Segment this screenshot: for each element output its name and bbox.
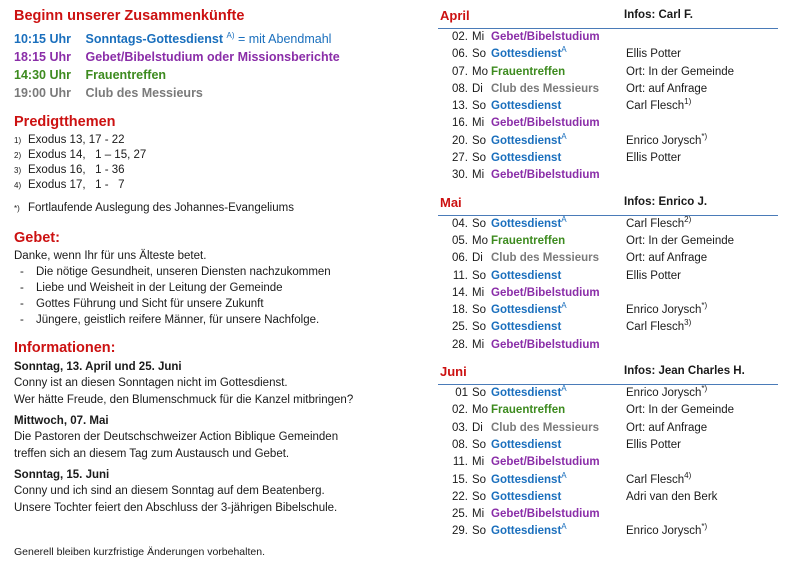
meetings-section (14, 8, 404, 102)
info-block-line: Unsere Tochter feiert den Abschluss der 3-jährigen Bibelschule. (14, 501, 338, 514)
event-info (626, 214, 692, 230)
sermon-text: Exodus 16, 1 - 36 (28, 164, 125, 176)
event-info-footnote: 4) (684, 470, 692, 480)
schedule-time: 19:00 Uhr (14, 86, 71, 100)
month-name: Juni (440, 364, 467, 380)
event-name (491, 235, 565, 247)
month-header (438, 195, 778, 216)
event-name (491, 169, 600, 181)
event-date: 06. (452, 48, 468, 61)
event-name-text: Club des Messieurs (491, 252, 600, 265)
sermon-item (14, 148, 404, 163)
event-info-footnote: *) (701, 522, 708, 532)
event-row (438, 420, 778, 437)
event-info-text: Ellis Potter (626, 48, 681, 61)
event-date: 04. (452, 217, 468, 230)
event-info (626, 470, 692, 486)
event-name (491, 117, 600, 129)
event-info (626, 48, 681, 60)
event-row (438, 150, 778, 167)
event-name (491, 404, 565, 416)
event-day: So (472, 321, 487, 334)
event-date: 05. (452, 234, 468, 247)
event-day: Mi (472, 338, 485, 351)
sermon-note (14, 201, 404, 216)
info-block-head: Mittwoch, 07. Mai (14, 415, 109, 427)
event-name-text: Gottesdienst (491, 525, 562, 538)
event-name-text: Gottesdienst (491, 473, 562, 486)
event-date: 08. (452, 438, 468, 451)
event-info-text: Ort: In der Gemeinde (626, 65, 735, 78)
event-info (626, 404, 734, 416)
event-name-text: Gottesdienst (491, 152, 562, 165)
event-date: 07. (452, 65, 468, 78)
event-day: Mi (472, 286, 485, 299)
event-day: Mi (472, 169, 485, 182)
sermon-text: Exodus 13, 17 - 22 (28, 134, 125, 146)
info-block-head: Sonntag, 13. April und 25. Juni (14, 361, 182, 373)
event-info-footnote: 1) (684, 97, 692, 107)
event-name-text: Gebet/Bibelstudium (491, 31, 600, 43)
event-name-text: Frauentreffen (491, 404, 566, 417)
communion-marker: A (561, 45, 567, 55)
sermon-item (14, 163, 404, 178)
event-info (626, 491, 717, 503)
event-info (626, 235, 734, 247)
event-date: 13. (452, 100, 468, 113)
event-name (491, 384, 567, 400)
event-name-text: Club des Messieurs (491, 421, 600, 434)
event-date: 27. (452, 152, 468, 165)
event-row (438, 81, 778, 98)
event-row (438, 46, 778, 63)
event-name (491, 31, 600, 43)
event-date: 20. (452, 134, 468, 147)
event-name-text: Gottesdienst (491, 304, 562, 317)
schedule-row-women (14, 66, 404, 84)
event-info-footnote: 2) (684, 214, 692, 224)
event-name-text: Gottesdienst (491, 269, 562, 282)
sermon-num: 2) (14, 151, 22, 160)
event-date: 06. (452, 252, 468, 265)
event-row (438, 454, 778, 471)
event-row (438, 285, 778, 302)
month-contact: Infos: Carl F. (624, 9, 694, 21)
month-name: Mai (440, 194, 462, 210)
communion-marker: A (561, 214, 567, 224)
month-block-0 (438, 8, 778, 185)
event-info-text: Carl Flesch (626, 473, 685, 486)
sermon-note-num: *) (14, 204, 20, 213)
schedule-row-prayer (14, 48, 404, 66)
event-name (491, 252, 599, 264)
sermon-item (14, 133, 404, 148)
event-name-text: Gottesdienst (491, 100, 562, 113)
event-date: 03. (452, 421, 468, 434)
event-info-footnote: 3) (684, 318, 692, 328)
info-block-line: Wer hätte Freude, den Blumenschmuck für die Kanzel mitbringen? (14, 393, 354, 406)
event-day: Di (472, 252, 483, 265)
info-section (14, 340, 404, 516)
event-info (626, 270, 681, 282)
sermon-note-text: Fortlaufende Auslegung des Johannes-Evangeliums (28, 202, 294, 214)
event-info-text: Carl Flesch (626, 100, 685, 113)
event-info (626, 422, 707, 434)
event-name (491, 287, 600, 299)
event-day: Di (472, 421, 483, 434)
event-day: Di (472, 82, 483, 95)
event-date: 28. (452, 338, 468, 351)
prayer-list (14, 264, 404, 328)
event-info-text: Ellis Potter (626, 438, 681, 451)
event-name (491, 45, 567, 61)
month-name: April (440, 8, 470, 23)
event-info (626, 83, 707, 95)
event-row (438, 133, 778, 150)
event-info-text: Carl Flesch (626, 321, 685, 334)
event-info (626, 131, 708, 147)
event-row (438, 385, 778, 402)
event-name-text: Gebet/Bibelstudium (491, 338, 600, 351)
event-day: Mi (472, 31, 485, 43)
schedule-time: 10:15 Uhr (14, 32, 71, 46)
event-name (491, 508, 600, 520)
event-info-text: Ort: In der Gemeinde (626, 234, 735, 247)
prayer-intro: Danke, wenn Ihr für uns Älteste betet. (14, 250, 207, 262)
sermon-text: Exodus 14, 1 – 15, 27 (28, 149, 147, 161)
event-name-text: Frauentreffen (491, 65, 566, 78)
event-name-text: Gottesdienst (491, 438, 562, 451)
event-info (626, 252, 707, 264)
event-info (626, 384, 708, 400)
event-name (491, 100, 561, 112)
event-day: Mi (472, 117, 485, 130)
schedule-name: Gebet/Bibelstudium oder Missionsberichte (85, 50, 340, 64)
sermon-num: 3) (14, 166, 22, 175)
sermon-item (14, 178, 404, 193)
event-name-text: Gebet/Bibelstudium (491, 117, 600, 130)
event-row (438, 437, 778, 454)
info-block (14, 413, 404, 462)
event-name-text: Gebet/Bibelstudium (491, 508, 600, 521)
info-block-head: Sonntag, 15. Juni (14, 469, 110, 481)
event-day: So (472, 152, 487, 165)
event-row (438, 523, 778, 540)
event-info (626, 439, 681, 451)
event-row (438, 337, 778, 354)
event-info-text: Adri van den Berk (626, 490, 718, 503)
prayer-item: - Gottes Führung und Sicht für unsere Zukunft (14, 296, 404, 312)
event-day: So (472, 438, 487, 451)
event-day: So (472, 304, 487, 317)
event-day: So (472, 387, 487, 400)
event-info-text: Ort: auf Anfrage (626, 421, 708, 434)
event-row (438, 402, 778, 419)
event-day: So (472, 134, 487, 147)
event-row (438, 319, 778, 336)
info-block-line: treffen sich an diesem Tag zum Austausch und Gebet. (14, 447, 290, 460)
month-header (438, 364, 778, 385)
event-name-text: Gottesdienst (491, 134, 562, 147)
event-info (626, 301, 708, 317)
event-date: 11. (452, 269, 468, 282)
event-name (491, 491, 561, 503)
event-info (626, 522, 708, 538)
event-name (491, 83, 599, 95)
event-row (438, 506, 778, 523)
prayer-item: - Liebe und Weisheit in der Leitung der Gemeinde (14, 280, 404, 296)
event-name (491, 321, 561, 333)
event-name (491, 66, 565, 78)
prayer-section (14, 230, 404, 328)
event-name-text: Gebet/Bibelstudium (491, 169, 600, 182)
month-block-1 (438, 195, 778, 354)
event-day: So (472, 100, 487, 113)
month-contact: Infos: Jean Charles H. (624, 365, 745, 378)
month-header (438, 8, 778, 29)
event-day: So (472, 473, 487, 486)
info-block-line: Die Pastoren der Deutschschweizer Action Biblique Gemeinden (14, 431, 339, 443)
event-day: So (472, 269, 487, 282)
event-name-text: Gottesdienst (491, 490, 562, 503)
event-row (438, 115, 778, 132)
event-info (626, 66, 734, 78)
schedule-time: 14:30 Uhr (14, 68, 71, 82)
schedule-row-sunday-service (14, 30, 404, 48)
event-info-footnote: *) (701, 301, 708, 311)
event-name (491, 270, 561, 282)
event-date: 08. (452, 82, 468, 95)
event-name (491, 152, 561, 164)
event-row (438, 64, 778, 81)
event-name (491, 522, 567, 538)
event-name (491, 456, 600, 468)
event-info-text: Ort: auf Anfrage (626, 252, 708, 265)
event-name (491, 439, 561, 451)
event-date: 11. (452, 456, 468, 469)
prayer-title: Gebet: (14, 230, 60, 246)
communion-marker: A (561, 522, 567, 532)
event-row (438, 216, 778, 233)
event-date: 22. (452, 490, 468, 503)
prayer-item: - Jüngere, geistlich reifere Männer, für unsere Nachfolge. (14, 312, 404, 328)
event-date: 29. (452, 525, 468, 538)
event-date: 02. (452, 404, 468, 417)
event-date: 15. (452, 473, 468, 486)
event-row (438, 489, 778, 506)
schedule-sup: A) (226, 30, 235, 40)
event-info-text: Enrico Jorysch (626, 387, 702, 400)
event-name-text: Gebet/Bibelstudium (491, 456, 600, 469)
event-info-text: Enrico Jorysch (626, 525, 702, 538)
event-info (626, 97, 692, 113)
event-info-text: Enrico Jorysch (626, 134, 702, 147)
info-title: Informationen: (14, 340, 116, 356)
event-name-text: Gebet/Bibelstudium (491, 286, 600, 299)
event-row (438, 167, 778, 184)
event-day: So (472, 490, 487, 503)
calendar-column (438, 8, 778, 551)
month-block-2 (438, 364, 778, 541)
prayer-item: - Die nötige Gesundheit, unseren Diensten nachzukommen (14, 264, 404, 280)
event-name (491, 339, 600, 351)
event-day: So (472, 217, 487, 230)
month-contact: Infos: Enrico J. (624, 195, 708, 208)
event-day: So (472, 48, 487, 61)
left-column (14, 8, 404, 516)
event-name (491, 301, 567, 317)
event-info-text: Ellis Potter (626, 269, 681, 282)
event-name-text: Gottesdienst (491, 217, 562, 230)
event-info (626, 152, 681, 164)
event-row (438, 302, 778, 319)
event-name (491, 422, 599, 434)
event-name (491, 131, 567, 147)
event-date: 14. (452, 286, 468, 299)
event-info-footnote: *) (701, 131, 708, 141)
event-name (491, 470, 567, 486)
event-info-footnote: *) (701, 384, 708, 394)
schedule-extra: = mit Abendmahl (237, 32, 332, 46)
event-date: 18. (452, 304, 468, 317)
event-day: Mo (472, 65, 488, 78)
schedule-name: Sonntags-Gottesdienst (85, 32, 223, 46)
schedule-time: 18:15 Uhr (14, 50, 71, 64)
event-day: Mo (472, 404, 488, 417)
schedule-name: Club des Messieurs (85, 86, 203, 100)
event-info-text: Ellis Potter (626, 152, 681, 165)
sermon-num: 4) (14, 181, 22, 190)
event-row (438, 233, 778, 250)
sermon-text: Exodus 17, 1 - 7 (28, 179, 125, 191)
event-info-text: Carl Flesch (626, 217, 685, 230)
communion-marker: A (561, 470, 567, 480)
event-name-text: Frauentreffen (491, 234, 566, 247)
communion-marker: A (561, 384, 567, 394)
event-info-text: Ort: auf Anfrage (626, 82, 708, 95)
event-day: Mi (472, 456, 485, 469)
sermons-section (14, 114, 404, 216)
sermon-num: 1) (14, 136, 22, 145)
info-block (14, 467, 404, 516)
event-date: 30. (452, 169, 468, 182)
event-info (626, 318, 692, 334)
event-info-text: Ort: In der Gemeinde (626, 404, 735, 417)
event-date: 25. (452, 508, 468, 521)
info-block (14, 359, 404, 408)
event-row (438, 472, 778, 489)
event-name (491, 214, 567, 230)
meetings-title: Beginn unserer Zusammenkünfte (14, 8, 245, 24)
communion-marker: A (561, 131, 567, 141)
event-day: Mi (472, 508, 485, 521)
schedule-row-men (14, 84, 404, 102)
event-day: So (472, 525, 487, 538)
event-row (438, 29, 778, 46)
event-date: 16. (452, 117, 468, 130)
event-date: 02. (452, 31, 468, 43)
communion-marker: A (561, 301, 567, 311)
schedule-name: Frauentreffen (85, 68, 167, 82)
event-name-text: Club des Messieurs (491, 82, 600, 95)
event-name-text: Gottesdienst (491, 321, 562, 334)
event-row (438, 250, 778, 267)
month-list (438, 8, 778, 541)
footer-note: Generell bleiben kurzfristige Änderungen vorbehalten. (14, 546, 265, 558)
event-day: Mo (472, 234, 488, 247)
event-row (438, 98, 778, 115)
event-name-text: Gottesdienst (491, 387, 562, 400)
info-block-line: Conny und ich sind an diesem Sonntag auf dem Beatenberg. (14, 485, 325, 497)
sermons-title: Predigtthemen (14, 114, 116, 130)
event-info-text: Enrico Jorysch (626, 304, 702, 317)
event-date: 01 (455, 387, 468, 400)
event-name-text: Gottesdienst (491, 48, 562, 61)
info-block-line: Conny ist an diesen Sonntagen nicht im Gottesdienst. (14, 377, 288, 389)
event-row (438, 268, 778, 285)
event-date: 25. (452, 321, 468, 334)
